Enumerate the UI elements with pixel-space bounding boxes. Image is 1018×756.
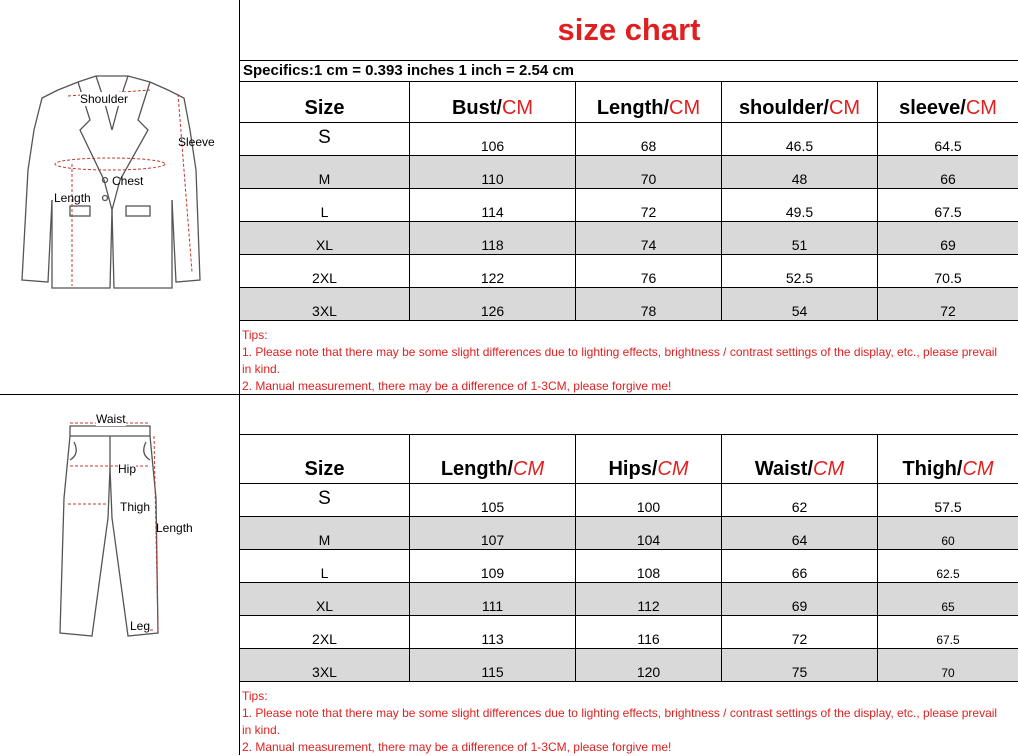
label-length: Length [156,521,193,535]
jacket-header-sleeve: sleeve/ CM [899,97,997,119]
table-cell: 65 [941,600,955,614]
size-cell: L [320,204,329,220]
table-cell: 70.5 [934,270,962,286]
label-waist: Waist [96,412,126,426]
table-cell: 120 [636,664,661,680]
pants-header-thigh: Thigh/ CM [902,458,994,480]
pants-diagram [50,408,230,648]
table-cell: 72 [940,303,956,319]
pants-header-length: Length/ CM [440,458,545,480]
table-cell: 74 [640,237,657,253]
jacket-header-length: Length/ CM [596,97,701,119]
table-cell: 109 [480,565,505,581]
table-cell: 66 [940,171,956,187]
label-sleeve: Sleeve [178,135,215,149]
size-cell: XL [315,598,334,614]
table-cell: 105 [480,499,505,515]
label-thigh: Thigh [120,500,151,514]
jacket-header-size: Size [304,97,345,119]
table-cell: 70 [941,666,955,680]
label-shoulder: Shoulder [80,92,129,106]
jacket-header-bust: Bust/ CM [451,97,534,119]
specifics-note: Specifics:1 cm = 0.393 inches 1 inch = 2.54 cm [243,62,575,79]
table-cell: 48 [791,171,808,187]
pants-tips [242,688,1002,756]
table-cell: 51 [791,237,808,253]
tips-heading: Tips: [242,328,268,342]
table-cell: 118 [481,237,504,253]
size-cell: 3XL [312,303,337,319]
tip-item: 2. Manual measurement, there may be a difference of 1-3CM, please forgive me! [242,379,672,393]
label-leg: Leg [130,619,151,633]
table-cell: 114 [481,204,504,220]
table-cell: 49.5 [785,204,814,220]
table-cell: 70 [640,171,657,187]
table-cell: 112 [637,598,660,614]
size-cell: M [318,171,331,187]
table-cell: 108 [636,565,661,581]
grid-line [240,60,1018,61]
table-cell: 64 [791,532,808,548]
tip-item: 1. Please note that there may be some slight differences due to lighting effects, brightness / contrast settings of the display, etc., please prevail in kind. [242,706,998,737]
table-cell: 67.5 [936,633,960,647]
size-cell: S [318,488,331,509]
table-cell: 115 [481,664,504,680]
size-cell: L [320,565,329,581]
table-cell: 72 [791,631,808,647]
table-cell: 60 [941,534,955,548]
size-cell: 2XL [312,631,337,647]
size-cell: 2XL [312,270,337,286]
grid-line [240,320,1018,321]
table-cell: 62 [791,499,808,515]
grid-line [240,681,1018,682]
size-cell: M [318,532,331,548]
table-cell: 68 [640,138,657,154]
pants-header-size: Size [304,458,345,480]
table-cell: 110 [481,171,504,187]
size-cell: 3XL [312,664,337,680]
size-cell: XL [315,237,334,253]
table-cell: 113 [481,631,504,647]
table-cell: 78 [640,303,657,319]
table-cell: 52.5 [785,270,814,286]
table-cell: 106 [480,138,505,154]
table-cell: 100 [636,499,661,515]
table-cell: 107 [480,532,505,548]
table-cell: 111 [481,598,504,614]
table-cell: 126 [480,303,505,319]
tip-item: 2. Manual measurement, there may be a difference of 1-3CM, please forgive me! [242,740,672,754]
table-cell: 122 [480,270,505,286]
tip-item: 1. Please note that there may be some slight differences due to lighting effects, brightness / contrast settings of the display, etc., please prevail in kind. [242,345,998,376]
label-chest: Chest [112,174,144,188]
table-cell: 62.5 [936,567,960,581]
table-cell: 64.5 [934,138,962,154]
table-cell: 116 [637,631,660,647]
size-cell: S [318,127,331,148]
table-cell: 69 [940,237,956,253]
table-cell: 72 [640,204,657,220]
table-cell: 46.5 [785,138,814,154]
table-cell: 69 [791,598,808,614]
tips-heading: Tips: [242,689,268,703]
pants-header-waist: Waist/ CM [754,458,845,480]
table-cell: 75 [791,664,808,680]
label-hip: Hip [118,462,137,476]
table-cell: 54 [791,303,808,319]
jacket-header-shoulder: shoulder/ CM [738,97,861,119]
table-cell: 66 [791,565,808,581]
table-cell: 57.5 [934,499,962,515]
table-cell: 104 [636,532,661,548]
table-cell: 67.5 [934,204,962,220]
table-cell: 76 [640,270,657,286]
jacket-tips [242,327,1002,395]
pants-icon [50,408,230,648]
pants-header-hips: Hips/ CM [608,458,689,480]
label-length: Length [54,191,91,205]
page-title: size chart [557,12,701,47]
jacket-diagram [0,60,238,300]
